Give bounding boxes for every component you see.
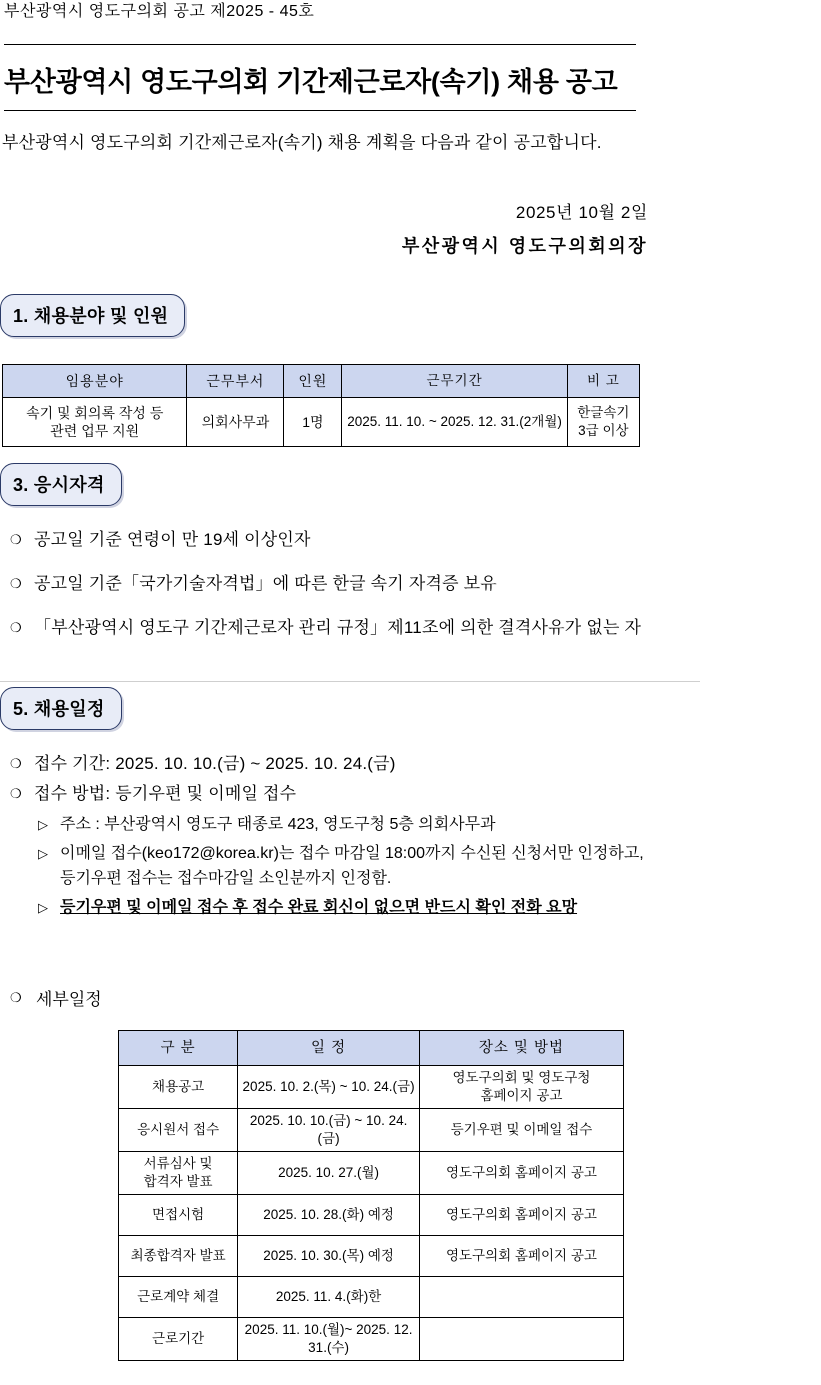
- table-header-row: [119, 1031, 624, 1066]
- col-count: 인원: [284, 365, 342, 398]
- list-item: [10, 528, 650, 552]
- cell-department: 의회사무과: [187, 398, 284, 447]
- qualification-text: 「부산광역시 영도구 기간제근로자 관리 규정」제11조에 의한 결격사유가 없는 자: [34, 618, 642, 637]
- sub-list-item: [38, 895, 660, 920]
- cell-field-line1: 속기 및 회의록 작성 등: [26, 405, 164, 421]
- table-row: [119, 1236, 624, 1277]
- cell-note: [567, 398, 639, 447]
- cell-field: [3, 398, 187, 447]
- cell-division: 응시원서 접수: [119, 1109, 238, 1152]
- cell-division: 최종합격자 발표: [119, 1236, 238, 1277]
- triangle-bullet-icon: ▷: [38, 817, 48, 832]
- cell-date: 2025. 10. 28.(화) 예정: [238, 1195, 420, 1236]
- document-header: 부산광역시 영도구의회 공고 제2025 - 45호: [4, 3, 315, 20]
- col-date: 일 정: [238, 1031, 420, 1066]
- list-item: [10, 616, 650, 640]
- cell-count: 1명: [284, 398, 342, 447]
- qualification-text: 공고일 기준 연령이 만 19세 이상인자: [34, 530, 311, 549]
- section-heading-schedule: 5. 채용일정: [0, 687, 122, 730]
- col-note: 비 고: [567, 365, 639, 398]
- cell-date: 2025. 11. 10.(월)~ 2025. 12. 31.(수): [238, 1318, 420, 1361]
- list-item: [10, 572, 650, 596]
- cell-place: 등기우편 및 이메일 접수: [419, 1109, 623, 1152]
- circle-bullet-icon: ❍: [10, 756, 22, 771]
- cell-date: 2025. 11. 4.(화)한: [238, 1277, 420, 1318]
- cell-date: 2025. 10. 2.(목) ~ 10. 24.(금): [238, 1066, 420, 1109]
- cell-note-line1: 한글속기: [577, 405, 630, 420]
- schedule-table: [118, 1030, 624, 1361]
- circle-bullet-icon: ❍: [10, 576, 22, 591]
- table-row: [119, 1195, 624, 1236]
- cell-place: [419, 1277, 623, 1318]
- table-row: [119, 1066, 624, 1109]
- intro-paragraph: 부산광역시 영도구의회 기간제근로자(속기) 채용 계획을 다음과 같이 공고합니다.: [2, 133, 602, 152]
- table-row: [119, 1318, 624, 1361]
- col-place: 장소 및 방법: [419, 1031, 623, 1066]
- cell-place-line1: 영도구의회 및 영도구청: [452, 1070, 591, 1085]
- cell-date: 2025. 10. 10.(금) ~ 10. 24.(금): [238, 1109, 420, 1152]
- detail-schedule-label: 세부일정: [36, 990, 102, 1009]
- circle-bullet-icon: ❍: [10, 532, 22, 547]
- col-period: 근무기간: [342, 365, 567, 398]
- cell-place: 영도구의회 홈페이지 공고: [419, 1152, 623, 1195]
- col-field: 임용분야: [3, 365, 187, 398]
- cell-division-line2: 합격자 발표: [143, 1174, 213, 1189]
- cell-division: 면접시험: [119, 1195, 238, 1236]
- confirmation-call-notice: 등기우편 및 이메일 접수 후 접수 완료 회신이 없으면 반드시 확인 전화 요망: [60, 899, 578, 916]
- col-department: 근무부서: [187, 365, 284, 398]
- divider-under-title: [4, 110, 636, 111]
- recruitment-table: [2, 364, 640, 447]
- cell-division: 근로계약 체결: [119, 1277, 238, 1318]
- cell-division-line1: 서류심사 및: [143, 1156, 213, 1171]
- signer-name: 부산광역시 영도구의회의장: [401, 236, 648, 256]
- reception-method-text: 접수 방법: 등기우편 및 이메일 접수: [34, 784, 297, 803]
- qualification-text: 공고일 기준「국가기술자격법」에 따른 한글 속기 자격증 보유: [34, 574, 497, 593]
- cell-note-line2: 3급 이상: [578, 423, 629, 438]
- table-row: [119, 1109, 624, 1152]
- cell-field-line2: 관련 업무 지원: [50, 423, 140, 439]
- circle-bullet-icon: ❍: [10, 989, 22, 1005]
- cell-date: 2025. 10. 27.(월): [238, 1152, 420, 1195]
- cell-period: 2025. 11. 10. ~ 2025. 12. 31.(2개월): [342, 398, 567, 447]
- table-row: [119, 1277, 624, 1318]
- page-title: 부산광역시 영도구의회 기간제근로자(속기) 채용 공고: [4, 67, 618, 97]
- sub-list-item: [38, 841, 660, 891]
- list-item: [10, 752, 660, 776]
- cell-place: [419, 1066, 623, 1109]
- circle-bullet-icon: ❍: [10, 620, 22, 635]
- table-row: [119, 1152, 624, 1195]
- cell-division: 채용공고: [119, 1066, 238, 1109]
- cell-division: [119, 1152, 238, 1195]
- sub-list-item: [38, 812, 660, 837]
- email-reception-text: 이메일 접수(keo172@korea.kr)는 접수 마감일 18:00까지 수신된 신청서만 인정하고, 등기우편 접수는 접수마감일 소인분까지 인정함.: [60, 845, 644, 887]
- reception-period-text: 접수 기간: 2025. 10. 10.(금) ~ 2025. 10. 24.(금): [34, 754, 396, 773]
- cell-place: 영도구의회 홈페이지 공고: [419, 1236, 623, 1277]
- address-text: 주소 : 부산광역시 영도구 태종로 423, 영도구청 5층 의회사무과: [60, 816, 496, 833]
- detail-schedule-label-row: [10, 985, 102, 1010]
- col-division: 구 분: [119, 1031, 238, 1066]
- triangle-bullet-icon: ▷: [38, 846, 48, 861]
- section-heading-recruitment-field: 1. 채용분야 및 인원: [0, 294, 185, 337]
- announcement-date: 2025년 10월 2일: [515, 203, 648, 222]
- section-heading-qualifications: 3. 응시자격: [0, 463, 122, 506]
- cell-date: 2025. 10. 30.(목) 예정: [238, 1236, 420, 1277]
- cell-place-line2: 홈페이지 공고: [480, 1088, 563, 1103]
- divider-top: [4, 44, 636, 45]
- table-row: [3, 398, 640, 447]
- cell-place: 영도구의회 홈페이지 공고: [419, 1195, 623, 1236]
- table-header-row: [3, 365, 640, 398]
- cell-place: [419, 1318, 623, 1361]
- qualification-list: [10, 528, 650, 660]
- triangle-bullet-icon: ▷: [38, 900, 48, 915]
- list-item: [10, 782, 660, 806]
- circle-bullet-icon: ❍: [10, 786, 22, 801]
- schedule-list: [10, 752, 660, 924]
- scan-artifact-line: [0, 681, 700, 682]
- cell-division: 근로기간: [119, 1318, 238, 1361]
